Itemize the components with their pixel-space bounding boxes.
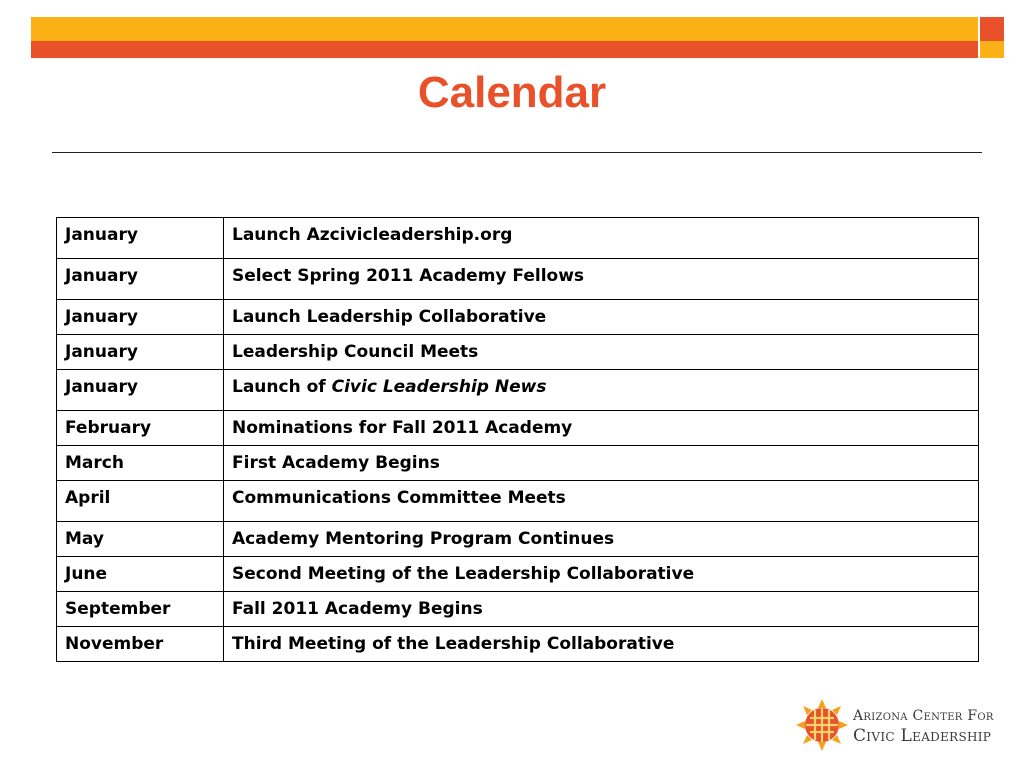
month-cell: January	[57, 335, 224, 370]
month-cell: January	[57, 300, 224, 335]
month-cell: June	[57, 557, 224, 592]
title-divider	[52, 152, 982, 153]
event-cell: Launch Leadership Collaborative	[224, 300, 979, 335]
logo-line-1: Arizona Center For	[853, 708, 994, 724]
table-row	[57, 300, 979, 335]
table-row	[57, 446, 979, 481]
table-row	[57, 522, 979, 557]
event-text: Launch of	[232, 377, 332, 397]
table-row	[57, 218, 979, 259]
slide-title: Calendar	[417, 68, 607, 117]
table-row	[57, 481, 979, 522]
month-cell: May	[57, 522, 224, 557]
event-cell: Academy Mentoring Program Continues	[224, 522, 979, 557]
table-row	[57, 592, 979, 627]
table-row	[57, 259, 979, 300]
event-cell: Nominations for Fall 2011 Academy	[224, 411, 979, 446]
header-square-yellow	[980, 41, 1004, 58]
month-cell: January	[57, 218, 224, 259]
table-row	[57, 335, 979, 370]
month-cell: March	[57, 446, 224, 481]
month-cell: April	[57, 481, 224, 522]
month-cell: November	[57, 627, 224, 662]
organization-logo	[795, 698, 1010, 752]
event-publication-title: Civic Leadership News	[331, 377, 547, 397]
month-cell: February	[57, 411, 224, 446]
event-cell: First Academy Begins	[224, 446, 979, 481]
sun-grid-emblem-icon	[795, 698, 849, 752]
event-cell: Leadership Council Meets	[224, 335, 979, 370]
logo-line-2: Civic Leadership	[853, 726, 992, 746]
event-cell: Communications Committee Meets	[224, 481, 979, 522]
month-cell: September	[57, 592, 224, 627]
month-cell: January	[57, 259, 224, 300]
event-cell: Select Spring 2011 Academy Fellows	[224, 259, 979, 300]
event-cell: Third Meeting of the Leadership Collaborative	[224, 627, 979, 662]
logo-text	[853, 706, 994, 746]
table-row	[57, 557, 979, 592]
event-cell: Fall 2011 Academy Begins	[224, 592, 979, 627]
calendar-table	[56, 217, 979, 662]
table-row	[57, 411, 979, 446]
header-square-orange	[980, 17, 1004, 41]
header-bar-orange	[31, 41, 978, 58]
event-cell: Launch Azcivicleadership.org	[224, 218, 979, 259]
event-cell	[224, 370, 979, 411]
table-row	[57, 370, 979, 411]
table-row	[57, 627, 979, 662]
month-cell: January	[57, 370, 224, 411]
header-bar-yellow	[31, 17, 978, 41]
event-cell: Second Meeting of the Leadership Collaborative	[224, 557, 979, 592]
